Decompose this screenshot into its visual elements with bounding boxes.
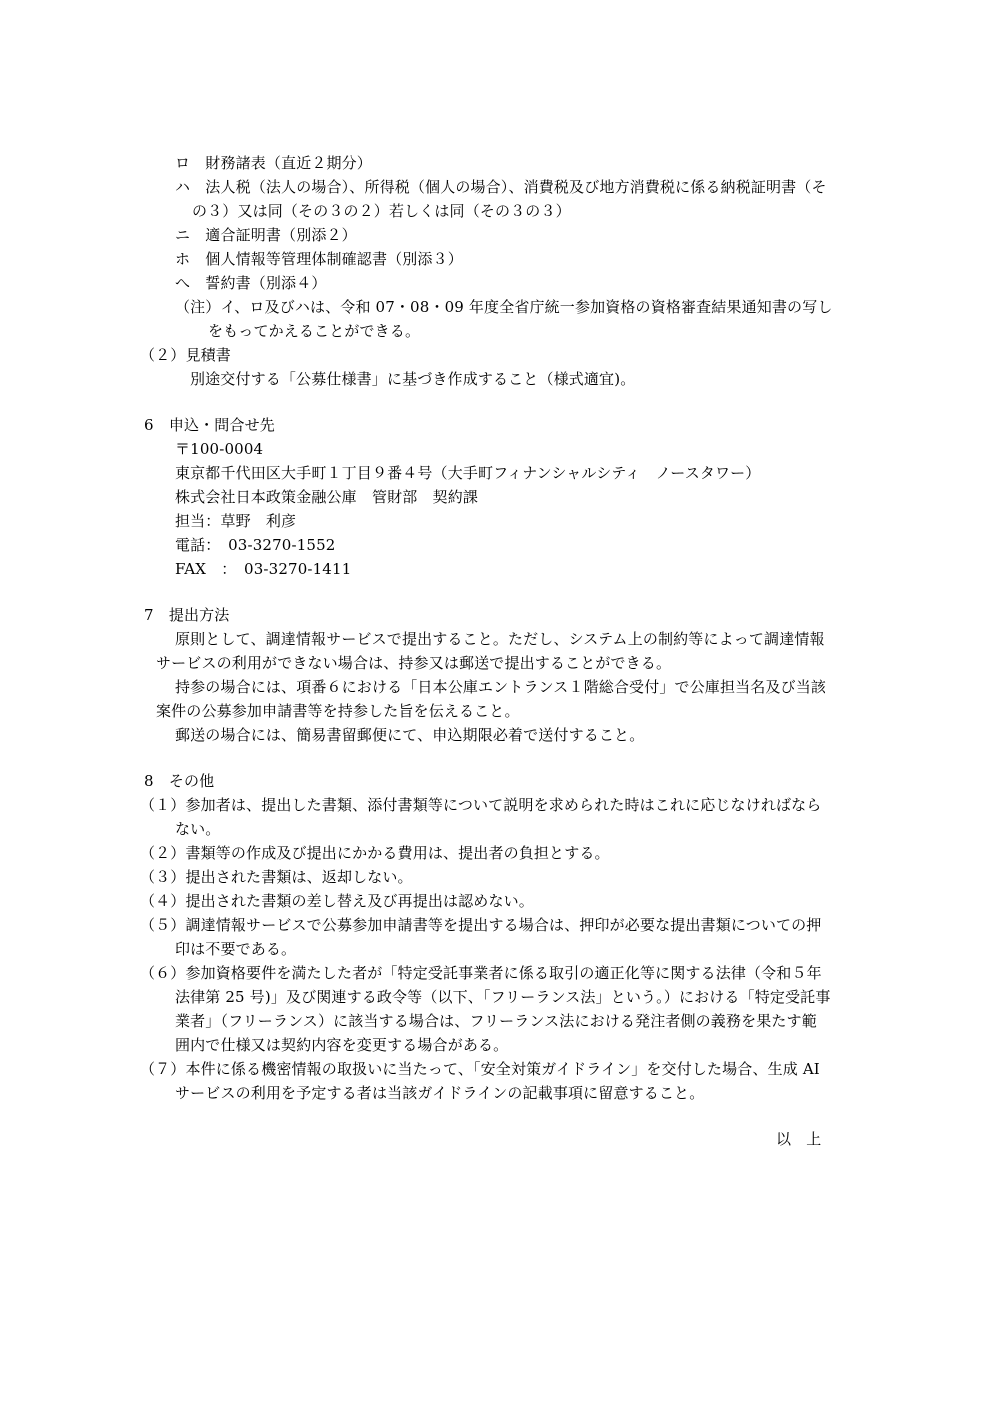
other-item-3: （３）提出された書類は、返却しない。 xyxy=(140,868,413,886)
other-item-6-cont-3: 囲内で仕様又は契約内容を変更する場合がある。 xyxy=(175,1036,509,1054)
other-item-7-cont: サービスの利用を予定する者は当該ガイドラインの記載事項に留意すること。 xyxy=(175,1084,705,1102)
contact-organization: 株式会社日本政策金融公庫 管財部 契約課 xyxy=(175,488,479,506)
other-item-2: （２）書類等の作成及び提出にかかる費用は、提出者の負担とする。 xyxy=(140,844,610,862)
other-item-1-cont: ない。 xyxy=(175,820,221,838)
contact-person: 担当：草野 利彦 xyxy=(175,512,297,530)
section-6-heading: 6 申込・問合せ先 xyxy=(144,416,275,434)
note-substitution-cont: をもってかえることができる。 xyxy=(208,322,421,340)
section-8-heading: 8 その他 xyxy=(144,772,215,790)
other-item-6-cont-2: 業者」（フリーランス）に該当する場合は、フリーランス法における発注者側の義務を果たす範 xyxy=(175,1012,817,1030)
other-item-1: （１）参加者は、提出した書類、添付書類等について説明を求められた時はこれに応じなければなら xyxy=(140,796,822,814)
item-estimate-body: 別途交付する「公募仕様書」に基づき作成すること（様式適宜)。 xyxy=(190,370,636,388)
other-item-6: （６）参加資格要件を満たした者が「特定受託事業者に係る取引の適正化等に関する法律（令和５年 xyxy=(140,964,822,982)
item-ha-tax-certificate-cont: の３）又は同（その３の２）若しくは同（その３の３） xyxy=(192,202,571,220)
closing-mark: 以 上 xyxy=(776,1130,822,1148)
submission-paragraph-1: 原則として、調達情報サービスで提出すること。ただし、システム上の制約等によって調達情報 xyxy=(175,630,825,648)
other-item-5-cont: 印は不要である。 xyxy=(175,940,297,958)
other-item-7: （７）本件に係る機密情報の取扱いに当たって、「安全対策ガイドライン」を交付した場合、生成 AI xyxy=(140,1060,820,1078)
section-7-heading: 7 提出方法 xyxy=(144,606,230,624)
item-ro-financial-statements: ロ 財務諸表（直近２期分） xyxy=(175,154,372,172)
item-he-pledge: へ 誓約書（別添４） xyxy=(175,274,327,292)
other-item-6-cont-1: 法律第 25 号)」及び関連する政令等（以下、「フリーランス法」という。）における「特定受託事 xyxy=(175,988,831,1006)
contact-phone: 電話： 03-3270-1552 xyxy=(175,536,336,554)
contact-zip: 〒100-0004 xyxy=(175,440,264,458)
item-estimate-heading: （２）見積書 xyxy=(140,346,231,364)
contact-address: 東京都千代田区大手町１丁目９番４号（大手町フィナンシャルシティ ノースタワー） xyxy=(175,464,761,482)
other-item-5: （５）調達情報サービスで公募参加申請書等を提出する場合は、押印が必要な提出書類についての押 xyxy=(140,916,822,934)
contact-fax: FAX ： 03-3270-1411 xyxy=(175,560,352,578)
submission-paragraph-1-cont: サービスの利用ができない場合は、持参又は郵送で提出することができる。 xyxy=(156,654,672,672)
submission-paragraph-3: 郵送の場合には、簡易書留郵便にて、申込期限必着で送付すること。 xyxy=(175,726,645,744)
submission-paragraph-2-cont: 案件の公募参加申請書等を持参した旨を伝えること。 xyxy=(156,702,520,720)
other-item-4: （４）提出された書類の差し替え及び再提出は認めない。 xyxy=(140,892,534,910)
item-ha-tax-certificate: ハ 法人税（法人の場合）、所得税（個人の場合）、消費税及び地方消費税に係る納税証明書（そ xyxy=(175,178,827,196)
note-substitution: （注）イ、ロ及びハは、令和 07・08・09 年度全省庁統一参加資格の資格審査結果通知書の写し xyxy=(175,298,833,316)
item-ho-privacy-confirmation: ホ 個人情報等管理体制確認書（別添３） xyxy=(175,250,463,268)
item-ni-compliance-certificate: ニ 適合証明書（別添２） xyxy=(175,226,357,244)
submission-paragraph-2: 持参の場合には、項番６における「日本公庫エントランス１階総合受付」で公庫担当名及び当該 xyxy=(175,678,827,696)
